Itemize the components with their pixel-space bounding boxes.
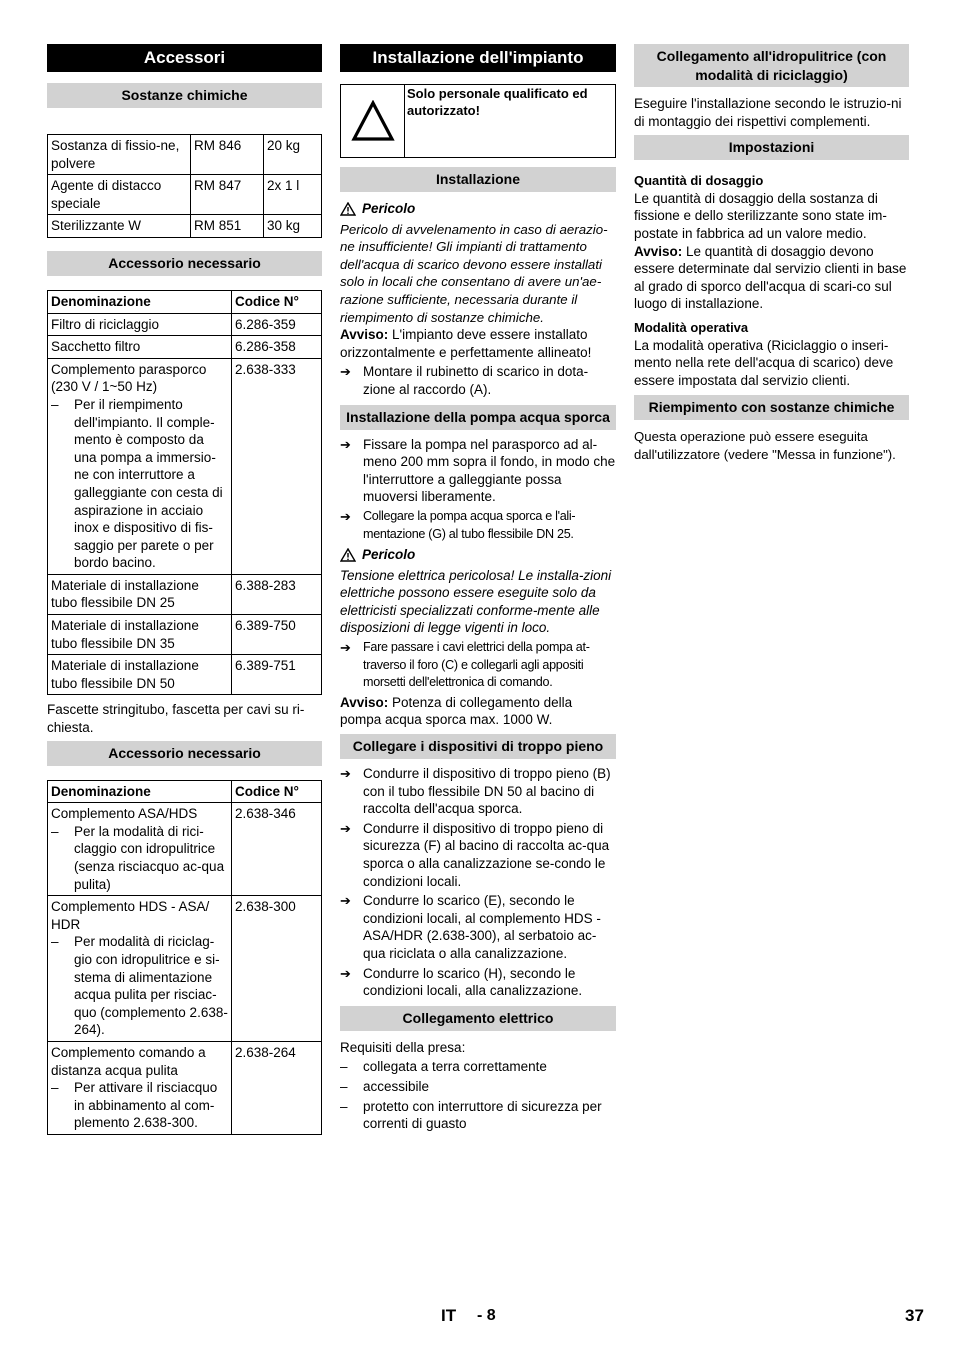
list-item: – accessibile <box>340 1078 430 1094</box>
table-row <box>48 215 322 238</box>
warning-triangle-icon <box>341 85 405 157</box>
table-cell: Sostanza di fissio-ne, polvere <box>48 135 191 175</box>
notice-2: Avviso: Potenza di collegamento della pompa acqua sporca max. 1000 W. <box>340 694 573 728</box>
table-cell: 20 kg <box>264 135 322 175</box>
step-item: ➔ Fissare la pompa nel parasporco ad al-meno 200 mm sopra il fondo, in modo che l'interruttore a galleggiante possa muoversi liberamente. <box>340 436 616 505</box>
item-description: – Per la modalità di rici-claggio con idropulitrice (senza risciacquo ac-qua pulita) <box>51 823 225 892</box>
section-title-installazione: Installazione dell'impianto <box>340 44 616 72</box>
table-row <box>48 574 322 614</box>
dash-marker: – <box>340 1078 348 1094</box>
table-cell: RM 846 <box>191 135 264 175</box>
item-name: Filtro di riciclaggio <box>51 316 160 332</box>
accessory-table-2 <box>47 780 322 1135</box>
table-cell: Sterilizzante W <box>48 215 191 238</box>
table-cell-code: 6.286-359 <box>232 313 322 336</box>
table-row <box>48 313 322 336</box>
table-row <box>48 175 322 215</box>
step-item: ➔ Fare passare i cavi elettrici della pompa at-traverso il foro (C) e collegarli agli appositi morsetti dell'elettronica di comando. <box>340 639 616 692</box>
item-description: – Per attivare il risciacquo in abbinamento al com-plemento 2.638-300. <box>51 1080 218 1131</box>
col-header-code: Codice N° <box>232 780 322 803</box>
dosage-text: Le quantità di dosaggio della sostanza di fissione e dello sterilizzante sono state im-postate in fabbrica ad un valore medio. <box>634 190 887 241</box>
table-cell-code: 2.638-333 <box>232 358 322 574</box>
heading-fill-chemicals: Riempimento con sostanze chimiche <box>634 395 909 420</box>
table-cell-name <box>48 803 232 896</box>
step-item: ➔ Collegare la pompa acqua sporca e l'ali-mentazione (G) al tubo flessibile DN 25. <box>340 508 616 543</box>
heading-settings: Impostazioni <box>634 135 909 160</box>
table-row <box>48 336 322 359</box>
heading-required-accessory-2: Accessorio necessario <box>47 741 322 766</box>
danger-text-1: Pericolo di avvelenamento in caso di aerazio-ne insufficiente! Gli impianti di trattamento dell'acqua di scarico devono essere installati solo in locali che consentano di avere un'ae-razione sufficiente, necessaria durante il riempimento di sostanze chimiche. <box>340 221 608 325</box>
table-cell-code: 6.388-283 <box>232 574 322 614</box>
table-cell: RM 847 <box>191 175 264 215</box>
table-row <box>48 896 322 1042</box>
arrow-right-icon: ➔ <box>340 436 351 452</box>
warning-box <box>340 84 616 158</box>
table-cell-code: 6.389-750 <box>232 615 322 655</box>
column-installation <box>340 44 616 1133</box>
col-header-code: Codice N° <box>232 290 322 313</box>
item-name: Complemento comando a distanza acqua pulita <box>51 1044 206 1078</box>
heading-installazione: Installazione <box>340 167 616 192</box>
subheading-mode: Modalità operativa <box>634 319 749 335</box>
step-item: ➔ Condurre il dispositivo di troppo pieno (B) con il tubo flessibile DN 50 al bacino di raccolta dell'acqua sporca. <box>340 766 611 817</box>
table-row <box>48 803 322 896</box>
table-cell: RM 851 <box>191 215 264 238</box>
item-name: Complemento ASA/HDS <box>51 806 198 822</box>
table-cell-code: 6.286-358 <box>232 336 322 359</box>
item-description: – Per il riempimento dell'impianto. Il comple-mento è composto da una pompa a immersio-ne con interruttore a galleggiante con cesta di aspirazione in acciaio inox e dispositivo di fis-saggio per parete o per bordo bacino. <box>51 396 223 571</box>
table-row <box>48 358 322 574</box>
column-accessories <box>47 44 322 1135</box>
heading-electrical: Collegamento elettrico <box>340 1006 616 1031</box>
list-item: – collegata a terra correttamente <box>340 1059 547 1075</box>
table-cell-code: 2.638-346 <box>232 803 322 896</box>
col-header-name: Denominazione <box>48 290 232 313</box>
step-item: ➔ Condurre il dispositivo di troppo pieno di sicurezza (F) al bacino di raccolta ac-qua sporca o alla canalizzazione se-condo le condizioni locali. <box>340 820 610 889</box>
socket-requirements: Requisiti della presa: <box>340 1039 466 1055</box>
arrow-right-icon: ➔ <box>340 364 351 380</box>
item-name: Materiale di installazione tubo flessibile DN 25 <box>51 577 199 611</box>
item-description: – Per modalità di riciclag-gio con idropulitrice e si-stema di alimentazione acqua pulita per risciac-quo (complemento 2.638-264). <box>51 934 228 1038</box>
item-name: Complemento HDS - ASA/ HDR <box>51 899 210 932</box>
dash-marker: – <box>51 934 59 950</box>
table-cell-code: 6.389-751 <box>232 655 322 695</box>
overflow-steps <box>340 765 616 1000</box>
section-title-accessori: Accessori <box>47 44 322 72</box>
arrow-right-icon: ➔ <box>340 965 351 981</box>
item-name: Complemento parasporco (230 V / 1~50 Hz) <box>51 361 207 395</box>
table-row <box>48 655 322 695</box>
dash-marker: – <box>51 823 59 839</box>
item-name: Sacchetto filtro <box>51 339 141 355</box>
table-cell-name <box>48 358 232 574</box>
danger-icon <box>340 202 356 216</box>
intro-text: Eseguire l'installazione secondo le istruzio-ni di montaggio dei rispettivi complementi. <box>634 96 902 129</box>
table-cell-code: 2.638-264 <box>232 1041 322 1134</box>
mode-text: La modalità operativa (Riciclaggio o inseri-mento nella rete dell'acqua di scarico) deve essere impostata dal servizio clienti. <box>634 337 894 388</box>
dash-marker: – <box>51 396 59 412</box>
danger-icon <box>340 548 356 562</box>
arrow-right-icon: ➔ <box>340 820 351 836</box>
table-cell: Agente di distacco speciale <box>48 175 191 215</box>
danger-title-2: Pericolo <box>340 546 616 564</box>
table-cell: 2x 1 l <box>264 175 322 215</box>
table-cell-name <box>48 655 232 695</box>
arrow-right-icon: ➔ <box>340 508 351 524</box>
table-row <box>48 615 322 655</box>
dash-marker: – <box>51 1080 59 1096</box>
table-cell-code: 2.638-300 <box>232 896 322 1042</box>
subheading-dosage: Quantità di dosaggio <box>634 173 764 189</box>
list-item: – protetto con interruttore di sicurezza per correnti di guasto <box>340 1098 602 1132</box>
warning-text: Solo personale qualificato ed autorizzato! <box>407 86 588 118</box>
arrow-right-icon: ➔ <box>340 893 351 909</box>
chemicals-table <box>47 134 322 238</box>
arrow-right-icon: ➔ <box>340 766 351 782</box>
step-item: ➔ Condurre lo scarico (E), secondo le condizioni locali, al complemento HDS - ASA/HDR (2.638-300), al serbatoio ac-qua riciclata o alla canalizzazione. <box>340 893 601 961</box>
heading-chemicals: Sostanze chimiche <box>47 83 322 108</box>
table-row <box>48 1041 322 1134</box>
item-name: Materiale di installazione tubo flessibile DN 35 <box>51 618 199 651</box>
heading-overflow: Collegare i dispositivi di troppo pieno <box>340 734 616 759</box>
table-cell-name <box>48 1041 232 1134</box>
heading-pressure-washer: Collegamento all'idropulitrice (con modalità di riciclaggio) <box>634 44 909 87</box>
accessory-table-1 <box>47 290 322 695</box>
heading-pump-install: Installazione della pompa acqua sporca <box>340 405 616 430</box>
table-row <box>48 135 322 175</box>
col-header-name: Denominazione <box>48 780 232 803</box>
footer-page-number: 37 <box>905 1306 924 1325</box>
footer-lang: IT <box>441 1306 457 1325</box>
column-connection <box>634 44 909 464</box>
dosage-notice: Avviso: Le quantità di dosaggio devono essere determinate dal servizio clienti in base al grado di sporco dell'acqua di scari-co sul luogo di installazione. <box>634 243 907 312</box>
accessory-note: Fascette stringitubo, fascetta per cavi su ri-chiesta. <box>47 702 305 736</box>
dash-marker: – <box>340 1059 348 1075</box>
step-item: ➔ Condurre lo scarico (H), secondo le condizioni locali, alla canalizzazione. <box>340 965 583 999</box>
table-cell-name <box>48 896 232 1042</box>
step-item: ➔ Montare il rubinetto di scarico in dota-zione al raccordo (A). <box>340 364 589 397</box>
fill-text: Questa operazione può essere eseguita dall'utilizzatore (vedere "Messa in funzione"). <box>634 429 896 462</box>
requirements-list <box>340 1058 616 1132</box>
table-cell-name <box>48 336 232 359</box>
table-cell-name <box>48 313 232 336</box>
table-cell-name <box>48 574 232 614</box>
table-cell: 30 kg <box>264 215 322 238</box>
danger-text-2: Tensione elettrica pericolosa! Le installa-zioni elettriche possono essere eseguite solo da elettricisti specializzati conforme-mente alle disposizioni di legge vigenti in loco. <box>340 567 612 636</box>
heading-required-accessory-1: Accessorio necessario <box>47 251 322 276</box>
item-name: Materiale di installazione tubo flessibile DN 50 <box>51 658 199 691</box>
table-cell-name <box>48 615 232 655</box>
danger-title-1: Pericolo <box>340 200 616 218</box>
footer-local-page: - 8 <box>477 1307 496 1324</box>
arrow-right-icon: ➔ <box>340 640 351 656</box>
dash-marker: – <box>340 1098 348 1114</box>
notice-1: Avviso: L'impianto deve essere installato orizzontalmente e perfettamente allineato! <box>340 327 592 360</box>
